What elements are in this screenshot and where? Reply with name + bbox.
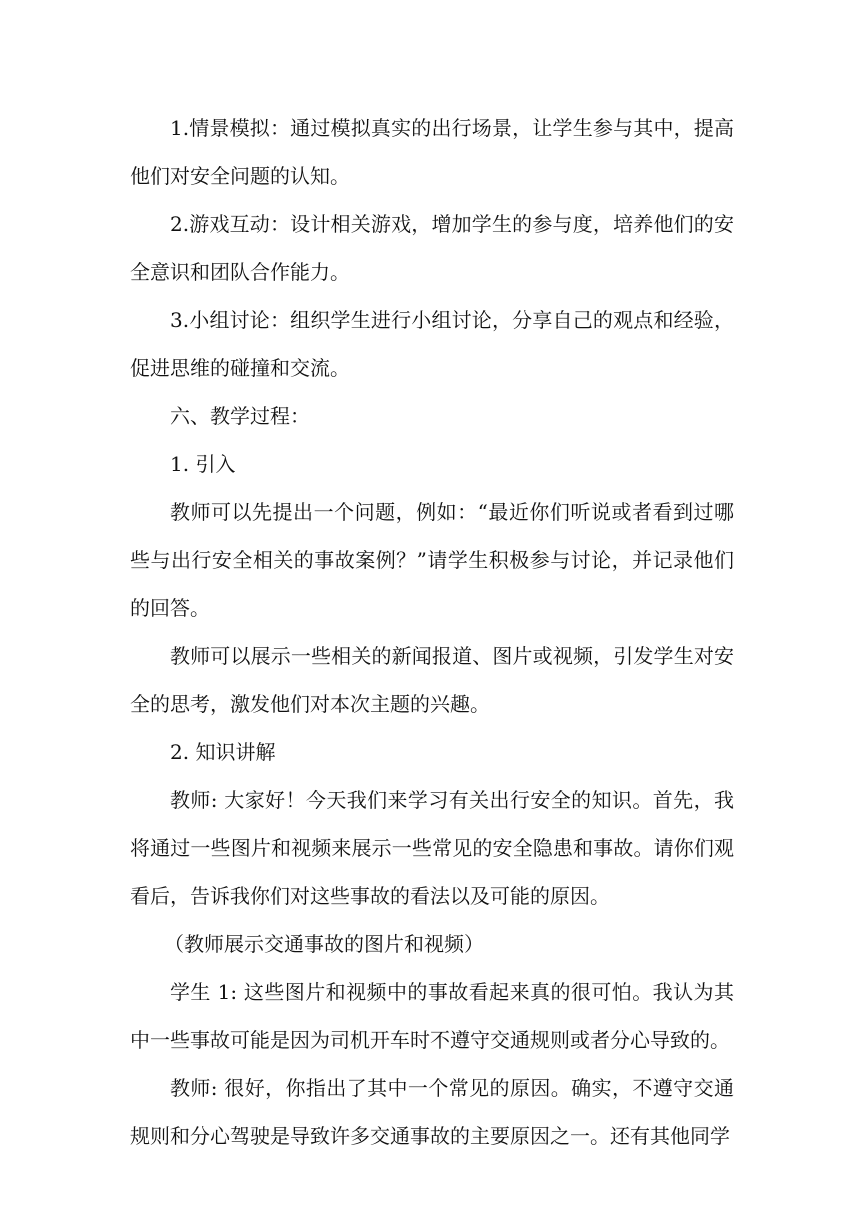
paragraph-teacher-show-news: 教师可以展示一些相关的新闻报道、图片或视频，引发学生对安全的思考，激发他们对本次主题的兴趣。 [130,644,734,716]
paragraph-group-discussion: 3.小组讨论：组织学生进行小组讨论，分享自己的观点和经验，促进思维的碰撞和交流。 [130,308,734,380]
paragraph-stage-direction: （教师展示交通事故的图片和视频） [164,932,484,956]
paragraph-teacher-response: 教师: 很好，你指出了其中一个常见的原因。确实，不遵守交通规则和分心驾驶是导致许多交通事故的主要原因之一。还有其他同学 [130,1076,734,1148]
paragraph-teacher-greeting: 教师: 大家好！今天我们来学习有关出行安全的知识。首先，我将通过一些图片和视频来展示一些常见的安全隐患和事故。请你们观看后，告诉我你们对这些事故的看法以及可能的原因。 [130,788,734,908]
document-page [130,104,734,1160]
paragraph-situation-simulation: 1.情景模拟：通过模拟真实的出行场景，让学生参与其中，提高他们对安全问题的认知。 [130,116,734,188]
section-heading-teaching-process: 六、教学过程： [170,404,310,428]
subheading-introduction: 1. 引入 [170,452,236,476]
paragraph-game-interaction: 2.游戏互动：设计相关游戏，增加学生的参与度，培养他们的安全意识和团队合作能力。 [130,212,734,284]
paragraph-teacher-question: 教师可以先提出一个问题，例如：“最近你们听说或者看到过哪些与出行安全相关的事故案例？”请学生积极参与讨论，并记录他们的回答。 [130,500,734,620]
subheading-knowledge-explanation: 2. 知识讲解 [170,740,276,764]
paragraph-student-1: 学生 1: 这些图片和视频中的事故看起来真的很可怕。我认为其中一些事故可能是因为司机开车时不遵守交通规则或者分心导致的。 [130,980,734,1052]
